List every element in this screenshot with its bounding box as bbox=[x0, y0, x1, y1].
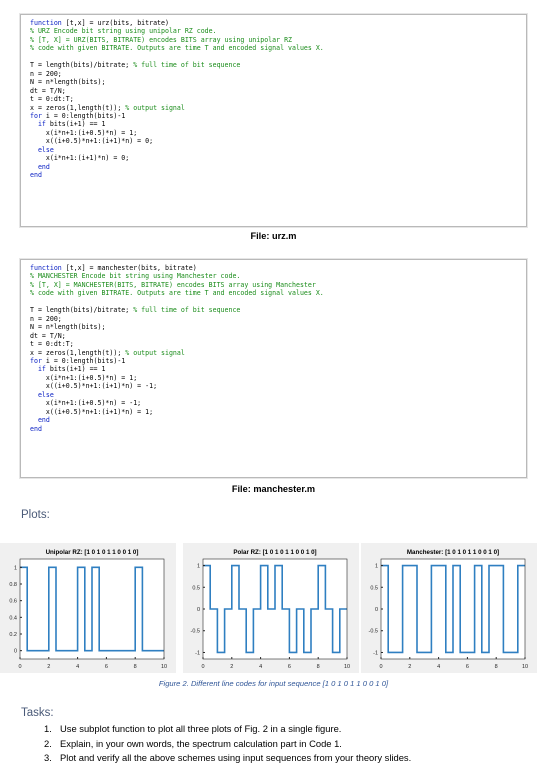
y-tick-label: 0.5 bbox=[370, 585, 378, 592]
code-line bbox=[30, 416, 50, 424]
code-keyword: function bbox=[30, 264, 62, 272]
code-line bbox=[30, 163, 50, 171]
code-line bbox=[30, 19, 169, 27]
task-item bbox=[44, 737, 411, 752]
x-tick-label: 6 bbox=[104, 664, 108, 670]
x-tick-label: 10 bbox=[160, 664, 168, 670]
plot-title: Manchester: [1 0 1 0 1 1 0 0 1 0] bbox=[406, 549, 500, 556]
code-token: x((i+0.5)*n+1:(i+1)*n) = -1; bbox=[30, 382, 158, 391]
code-keyword: end bbox=[30, 424, 42, 433]
x-tick-label: 0 bbox=[379, 664, 383, 670]
code-token: x(i*n+1:(i+1)*n) = 0; bbox=[30, 154, 130, 163]
code-keyword: if bbox=[37, 120, 46, 129]
plot-title: Unipolar RZ: [1 0 1 0 1 1 0 0 1 0] bbox=[45, 549, 139, 556]
code-keyword: function bbox=[30, 19, 62, 27]
code-token: i = 0:length(bits)-1 bbox=[41, 356, 126, 365]
x-tick-label: 2 bbox=[408, 664, 412, 670]
code-token bbox=[30, 365, 38, 373]
code-line bbox=[30, 382, 157, 390]
x-tick-label: 6 bbox=[287, 664, 291, 670]
code-token: bits(i+1) == 1 bbox=[45, 120, 106, 129]
line-chart bbox=[361, 543, 537, 673]
tasks-heading: Tasks: bbox=[21, 707, 54, 719]
y-tick-label: 1 bbox=[13, 565, 17, 572]
code-token: t = 0:dt:T; bbox=[30, 340, 74, 349]
y-tick-label: 1 bbox=[374, 563, 378, 570]
code-text-manchester bbox=[30, 264, 526, 433]
code-line bbox=[30, 408, 153, 416]
line-chart bbox=[183, 543, 359, 673]
y-tick-label: 0.2 bbox=[9, 632, 17, 638]
task-text: Explain, in your own words, the spectrum calculation part in Code 1. bbox=[60, 737, 342, 749]
y-tick-label: -1 bbox=[373, 650, 378, 657]
code-token: bits(i+1) == 1 bbox=[45, 365, 106, 374]
code-token: N = n*length(bits); bbox=[30, 323, 106, 332]
x-tick-label: 8 bbox=[133, 664, 137, 670]
code-comment: % output signal bbox=[125, 103, 185, 112]
code-comment: % [T, X] = URZ(BITS, BITRATE) encodes BITS array using unipolar RZ bbox=[30, 35, 293, 44]
y-tick-label: 0 bbox=[374, 607, 378, 613]
code-keyword: for bbox=[30, 111, 42, 120]
plot-polar-rz bbox=[183, 543, 359, 673]
code-token bbox=[30, 120, 38, 128]
code-line bbox=[30, 374, 137, 382]
y-tick-label: 0 bbox=[196, 607, 200, 613]
file-caption-urz: File: urz.m bbox=[250, 231, 297, 241]
code-token: x(i*n+1:(i+0.5)*n) = 1; bbox=[30, 373, 138, 382]
x-tick-label: 2 bbox=[230, 664, 234, 670]
code-token: x((i+0.5)*n+1:(i+1)*n) = 0; bbox=[30, 137, 154, 146]
task-item bbox=[44, 722, 411, 737]
file-caption-manchester: File: manchester.m bbox=[231, 484, 316, 494]
code-line bbox=[30, 146, 54, 154]
code-line bbox=[30, 95, 74, 103]
code-token: n = 200; bbox=[30, 314, 62, 323]
task-text: Use subplot function to plot all three plots of Fig. 2 in a single figure. bbox=[60, 723, 342, 734]
y-tick-label: -0.5 bbox=[368, 628, 378, 635]
code-token: i = 0:length(bits)-1 bbox=[41, 111, 126, 120]
code-line bbox=[30, 315, 62, 323]
code-token: N = n*length(bits); bbox=[30, 78, 106, 87]
y-tick-label: 0 bbox=[13, 648, 17, 655]
code-token: [t,x] = urz(bits, bitrate) bbox=[61, 19, 169, 27]
code-block-manchester bbox=[20, 259, 527, 478]
y-tick-label: 1 bbox=[196, 563, 200, 570]
code-keyword: for bbox=[30, 356, 42, 365]
y-tick-label: 0.4 bbox=[9, 615, 17, 622]
x-tick-label: 0 bbox=[18, 664, 22, 670]
code-line bbox=[30, 391, 54, 399]
code-token: x((i+0.5)*n+1:(i+1)*n) = 1; bbox=[30, 407, 154, 416]
code-token bbox=[30, 163, 38, 171]
signal-line bbox=[381, 566, 525, 653]
code-keyword: else bbox=[37, 145, 54, 154]
code-line bbox=[30, 272, 240, 280]
code-line bbox=[30, 332, 66, 340]
code-token bbox=[30, 391, 38, 399]
code-comment: % code with given BITRATE. Outputs are time T and encoded signal values X. bbox=[30, 289, 324, 298]
code-line bbox=[30, 61, 240, 69]
code-token: [t,x] = manchester(bits, bitrate) bbox=[61, 264, 197, 272]
task-number: 1. bbox=[44, 723, 52, 734]
y-tick-label: 0.6 bbox=[9, 598, 17, 605]
x-tick-label: 4 bbox=[76, 664, 80, 670]
code-line bbox=[30, 44, 324, 52]
figure-caption: Figure 2. Different line codes for input sequence [1 0 1 0 1 1 0 0 1 0] bbox=[158, 679, 389, 688]
task-item bbox=[44, 751, 411, 766]
code-line bbox=[30, 36, 292, 44]
code-line bbox=[30, 425, 42, 433]
code-comment: % [T, X] = MANCHESTER(BITS, BITRATE) encodes BITS array using Manchester bbox=[30, 280, 316, 289]
code-text-urz bbox=[30, 19, 526, 180]
code-token: T = length(bits)/bitrate; bbox=[30, 61, 134, 70]
code-line bbox=[30, 137, 153, 145]
x-tick-label: 0 bbox=[201, 664, 205, 670]
code-comment: % code with given BITRATE. Outputs are time T and encoded signal values X. bbox=[30, 44, 324, 53]
code-line bbox=[30, 70, 62, 78]
code-token: x = zeros(1,length(t)); bbox=[30, 348, 126, 357]
code-keyword: else bbox=[37, 390, 54, 399]
code-line bbox=[30, 171, 42, 179]
x-tick-label: 4 bbox=[437, 664, 441, 670]
line-chart bbox=[0, 543, 176, 673]
code-comment: % MANCHESTER Encode bit string using Manchester code. bbox=[30, 272, 241, 281]
code-line bbox=[30, 323, 105, 331]
code-comment: % output signal bbox=[125, 348, 185, 357]
code-line bbox=[30, 281, 316, 289]
code-keyword: end bbox=[37, 416, 50, 425]
code-comment: % URZ Encode bit string using unipolar RZ code. bbox=[30, 27, 217, 36]
code-token: x = zeros(1,length(t)); bbox=[30, 103, 126, 112]
plot-unipolar-rz bbox=[0, 543, 176, 673]
code-line bbox=[30, 365, 105, 373]
x-tick-label: 10 bbox=[521, 664, 529, 670]
x-tick-label: 4 bbox=[259, 664, 263, 670]
code-line bbox=[30, 399, 141, 407]
task-text: Plot and verify all the above schemes using input sequences from your theory slides. bbox=[60, 752, 412, 763]
code-line bbox=[30, 306, 240, 314]
code-keyword: if bbox=[37, 365, 46, 374]
code-token: dt = T/N; bbox=[30, 86, 66, 95]
code-token: T = length(bits)/bitrate; bbox=[30, 306, 134, 315]
code-line bbox=[30, 264, 197, 272]
code-comment: % full time of bit sequence bbox=[133, 61, 241, 70]
task-number: 2. bbox=[44, 737, 52, 749]
code-token: x(i*n+1:(i+0.5)*n) = 1; bbox=[30, 128, 138, 137]
code-line bbox=[30, 340, 74, 348]
code-line bbox=[30, 87, 66, 95]
code-line bbox=[30, 112, 125, 120]
code-line bbox=[30, 357, 125, 365]
x-tick-label: 8 bbox=[316, 664, 320, 670]
code-line bbox=[30, 78, 105, 86]
task-number: 3. bbox=[44, 752, 52, 763]
code-comment: % full time of bit sequence bbox=[133, 306, 241, 315]
plot-title: Polar RZ: [1 0 1 0 1 1 0 0 1 0] bbox=[233, 549, 317, 556]
code-token bbox=[30, 146, 38, 154]
y-tick-label: 0.8 bbox=[9, 582, 17, 588]
x-tick-label: 10 bbox=[343, 664, 351, 670]
code-line bbox=[30, 104, 185, 112]
task-list bbox=[44, 722, 411, 766]
y-tick-label: -1 bbox=[195, 650, 200, 657]
code-token: x(i*n+1:(i+0.5)*n) = -1; bbox=[30, 399, 142, 408]
code-keyword: end bbox=[37, 162, 50, 171]
x-tick-label: 8 bbox=[494, 664, 498, 670]
x-tick-label: 2 bbox=[47, 664, 51, 670]
plot-manchester bbox=[361, 543, 537, 673]
code-line bbox=[30, 129, 137, 137]
x-tick-label: 6 bbox=[465, 664, 469, 670]
code-line bbox=[30, 27, 217, 35]
code-token: dt = T/N; bbox=[30, 331, 66, 340]
code-keyword: end bbox=[30, 171, 42, 180]
code-line bbox=[30, 349, 185, 357]
code-block-urz bbox=[20, 14, 527, 227]
y-tick-label: -0.5 bbox=[190, 628, 200, 635]
code-line bbox=[30, 289, 324, 297]
code-token: t = 0:dt:T; bbox=[30, 95, 74, 104]
code-token bbox=[30, 416, 38, 424]
plots-heading: Plots: bbox=[21, 509, 50, 521]
code-line bbox=[30, 120, 105, 128]
code-line bbox=[30, 154, 129, 162]
code-token: n = 200; bbox=[30, 69, 62, 78]
y-tick-label: 0.5 bbox=[192, 585, 200, 592]
